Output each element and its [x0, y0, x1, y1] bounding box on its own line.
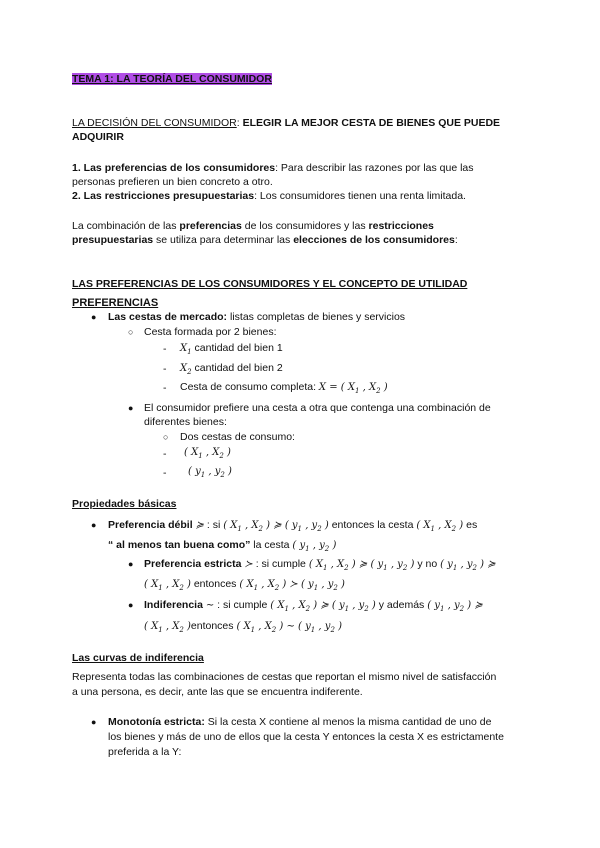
complete-basket: [180, 381, 388, 398]
strict-t3: entonces: [193, 578, 240, 590]
combination-line-1: [72, 220, 434, 233]
combination-b3: presupuestarias: [72, 234, 154, 246]
indiff-formula-2: ( $y_1$ , $y_2$ ) ≽: [427, 600, 483, 613]
point-2: [72, 190, 466, 203]
bullet-icon: ●: [128, 559, 134, 569]
bullet-icon: ●: [91, 520, 97, 530]
strict-t2: y no: [417, 558, 441, 570]
section1-heading-cont: ADQUIRIR: [72, 131, 124, 143]
combination-b2: restricciones: [368, 220, 434, 232]
weak-bold2: “ al menos tan buena como”: [108, 539, 251, 551]
point-1-cont: personas prefieren un bien concreto a otro.: [72, 176, 273, 188]
bullet-icon: ●: [128, 403, 134, 413]
indiff-formula-1: ( $X_1$ , $X_2$ ) ≽ ( $y_1$ , $y_2$ ): [270, 600, 376, 613]
indiff-symbol: ∼: [205, 600, 215, 611]
indiff-formula-3: ( $X_1$ , $X_2$ ): [144, 621, 191, 634]
circle-bullet-icon: ○: [163, 432, 169, 442]
title-text: LA TEORÍA DEL CONSUMIDOR: [113, 73, 272, 85]
combination-t4: :: [454, 234, 458, 246]
x2-symbol: $X_2$: [180, 363, 192, 376]
combination-t1: La combinación de las: [72, 220, 180, 232]
x1-text: cantidad del bien 1: [194, 342, 283, 354]
dash-icon: -: [163, 343, 167, 355]
weak-symbol: ≽: [195, 520, 204, 531]
basket-2-goods: Cesta formada por 2 bienes:: [144, 326, 277, 338]
monotony-bold: Monotonía estricta:: [108, 716, 205, 728]
strict-preference: [144, 558, 496, 575]
strict-symbol: ≻: [244, 559, 253, 570]
monotony-line-1: [108, 716, 491, 729]
market-basket-item: [108, 311, 405, 324]
complete-basket-text: Cesta de consumo completa:: [180, 381, 319, 393]
bullet-icon: ●: [91, 717, 97, 727]
weak-t4: la cesta: [250, 539, 293, 551]
x2-text: cantidad del bien 2: [194, 362, 283, 374]
curves-line-2: a una persona, es decir, ante las que se encuentra indiferente.: [72, 686, 363, 698]
section1-heading-bold: ELEGIR LA MEJOR CESTA DE BIENES QUE PUEDE: [242, 117, 501, 129]
complete-basket-formula: X = ( $X_1$ , $X_2$ ): [318, 382, 388, 395]
point-1: [72, 162, 474, 175]
point-2-num: 2: [72, 190, 78, 202]
two-baskets: Dos cestas de consumo:: [180, 431, 295, 443]
indiff-formula-4: ( $X_1$ , $X_2$ ) ∼ ( $y_1$ , $y_2$ ): [236, 621, 342, 634]
indiff-t3: entonces: [190, 620, 237, 632]
point-1-num: 1: [72, 162, 78, 174]
curves-line-1: Representa todas las combinaciones de cestas que reportan el mismo nivel de satisfacción: [72, 671, 497, 683]
weak-basket-x: ( $X_1$ , $X_2$ ): [416, 520, 464, 533]
section1-heading: [72, 117, 500, 130]
monotony-line-2: los bienes y más de uno de ellos que la cesta Y entonces la cesta X es estrictamente: [108, 731, 504, 743]
prefer-line-1: El consumidor prefiere una cesta a otra que contenga una combinación de: [144, 402, 491, 414]
combination-b4: elecciones de los consumidores: [293, 234, 455, 246]
monotony-l1: Si la cesta X contiene al menos la misma cantidad de uno de: [204, 716, 492, 728]
point-2-bold: . Las restricciones presupuestarias: [77, 190, 255, 202]
dash-icon: -: [163, 382, 167, 394]
weak-preference: [108, 519, 477, 536]
basket-y-formula: ( $y_1$ , $y_2$ ): [188, 466, 232, 479]
strict-formula-3: ( $X_1$ , $X_2$ ): [144, 579, 191, 592]
indifference: [144, 599, 483, 616]
x1-symbol: $X_1$: [180, 343, 192, 356]
combination-line-2: [72, 234, 458, 247]
monotony-line-3: preferida a la Y:: [108, 746, 182, 758]
weak-t2: entonces la cesta: [331, 519, 417, 531]
weak-t1: : si: [203, 519, 224, 531]
section2-subheading: PREFERENCIAS: [72, 297, 159, 309]
basket-x-formula: ( $X_1$ , $X_2$ ): [184, 447, 231, 460]
combination-t2: de los consumidores y las: [241, 220, 369, 232]
strict-formula-2: ( $y_1$ , $y_2$ ) ≽: [440, 559, 496, 572]
market-text: listas completas de bienes y servicios: [227, 311, 406, 323]
indiff-t1: : si cumple: [214, 599, 271, 611]
indiff-t2: y además: [378, 599, 428, 611]
strict-formula-4: ( $X_1$ , $X_2$ ) ≻ ( $y_1$ , $y_2$ ): [239, 579, 345, 592]
strict-preference-cont: [144, 578, 345, 595]
point-1-text: : Para describir las razones por las que las: [275, 162, 474, 174]
combination-b1: preferencias: [179, 220, 242, 232]
combination-t3: se utiliza para determinar las: [153, 234, 294, 246]
dash-icon: -: [163, 448, 167, 460]
weak-basket-y: ( $y_1$ , $y_2$ ): [292, 540, 337, 553]
circle-bullet-icon: ○: [128, 327, 134, 337]
indiff-bold: Indiferencia: [144, 599, 203, 611]
section2-heading: LAS PREFERENCIAS DE LOS CONSUMIDORES Y EL CONCEPTO DE UTILIDAD: [72, 278, 468, 290]
weak-preference-cont: [108, 539, 336, 556]
document-title: [72, 73, 272, 86]
section1-heading-colon: :: [236, 117, 243, 129]
weak-t3: es: [466, 519, 478, 531]
bullet-icon: ●: [91, 312, 97, 322]
properties-heading: Propiedades básicas: [72, 498, 177, 510]
weak-preference-bold: Preferencia débil: [108, 519, 193, 531]
point-2-text: : Los consumidores tienen una renta limitada.: [254, 190, 466, 202]
strict-t1: : si cumple: [252, 558, 309, 570]
point-1-bold: . Las preferencias de los consumidores: [77, 162, 276, 174]
dash-icon: -: [163, 467, 167, 479]
bullet-icon: ●: [128, 600, 134, 610]
strict-formula-1: ( $X_1$ , $X_2$ ) ≽ ( $y_1$ , $y_2$ ): [308, 559, 415, 572]
indifference-cont: [144, 620, 342, 637]
curves-heading: Las curvas de indiferencia: [72, 652, 204, 664]
weak-formula: ( $X_1$ , $X_2$ ) ≽ ( $y_1$ , $y_2$ ): [223, 520, 329, 533]
title-prefix: TEMA 1:: [72, 73, 114, 85]
prefer-line-2: diferentes bienes:: [144, 416, 227, 428]
x1-definition: [180, 342, 283, 359]
dash-icon: -: [163, 363, 167, 375]
section1-heading-underlined: LA DECISIÓN DEL CONSUMIDOR: [72, 117, 237, 129]
market-bold: Las cestas de mercado:: [108, 311, 228, 323]
strict-bold: Preferencia estricta: [144, 558, 242, 570]
x2-definition: [180, 362, 283, 379]
